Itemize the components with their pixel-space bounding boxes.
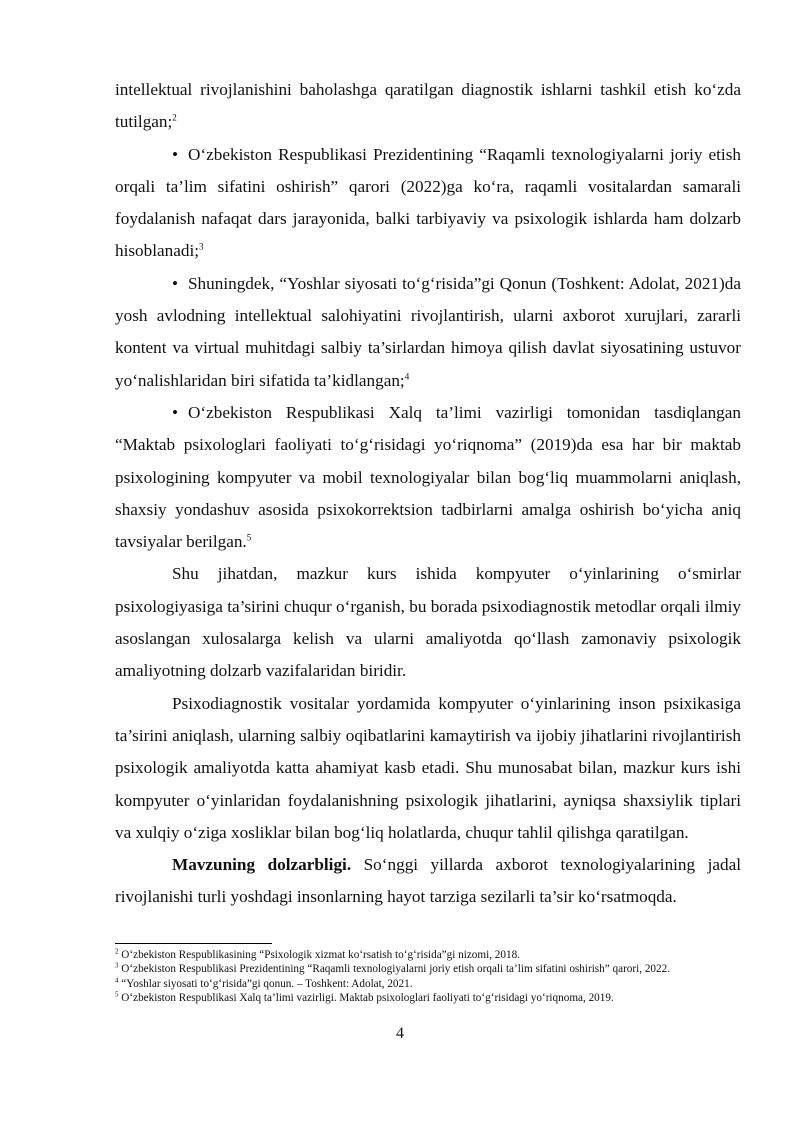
bullet-item-decree: • O‘zbekiston Respublikasi Prezidentining “Raqamli texnologiyalarni joriy etish orqali ta’lim sifatini oshirish” qarori (2022)ga ko‘ra, raqamli vositalardan samarali foydalanish nafaqat dars jarayonida, balki tarbiyaviy va psixologik ishlarda ham dolzarb hisoblanadi;$^3$ — [115, 139, 741, 268]
bullet-item-ministry: • O‘zbekiston Respublikasi Xalq ta’limi vazirligi tomonidan tasdiqlangan “Maktab psixologlari faoliyati to‘g‘risidagi yo‘riqnoma” (2019)da esa har bir maktab psixologining kompyuter va mobil texnologiyalar bilan bog‘liq muammolarni aniqlash, shaxsiy yondashuv asosida psixokorrektsion tadbirlarni amalga oshirish bo‘yicha aniq tavsiyalar berilgan.$^5$ — [115, 397, 741, 558]
footnote-item: $^3$ O‘zbekiston Respublikasi Prezidentining “Raqamli texnologiyalarni joriy etish orqali ta’lim sifatini oshirish” qarori, 2022. — [115, 961, 670, 976]
footnotes — [115, 948, 741, 1006]
bullet-icon: • — [172, 144, 179, 164]
footnote-item: $^5$ O‘zbekiston Respublikasi Xalq ta’limi vazirligi. Maktab psixologlari faoliyati to‘g‘risidagi yo‘riqnoma, 2019. — [115, 990, 614, 1005]
bullet-icon: • — [172, 273, 179, 293]
footnote-item: $^2$ O‘zbekiston Respublikasining “Psixologik xizmat ko‘rsatish to‘g‘risida”gi nizomi, 2018. — [115, 947, 520, 961]
paragraph-relevance: Mavzuning dolzarbligi. So‘nggi yillarda axborot texnologiyalarining jadal rivojlanishi turli yoshdagi insonlarning hayot tarziga sezilarli ta’sir ko‘rsatmoqda. — [115, 855, 742, 907]
footnote-item: $^4$ “Yoshlar siyosati to‘g‘risida”gi qonun. – Toshkent: Adolat, 2021. — [115, 976, 413, 990]
footnote-ref[interactable]: 3 — [199, 241, 204, 252]
bullet-item-law: • Shuningdek, “Yoshlar siyosati to‘g‘risida”gi Qonun (Toshkent: Adolat, 2021)da yosh avlodning intellektual salohiyatini rivojlantirish, ularni axborot xurujlari, zararli kontent va virtual muhitdagi salbiy ta’sirlardan himoya qilish davlat siyosatining ustuvor yo‘nalishlaridan biri sifatida ta’kidlangan;$^4$ — [115, 268, 741, 397]
paragraph-continuation: intellektual rivojlanishini baholashga qaratilgan diagnostik ishlarni tashkil etish ko‘zda tutilgan;$^2$ — [115, 80, 741, 132]
page-number: 4 — [396, 1025, 404, 1042]
footnote-ref[interactable]: 4 — [404, 370, 410, 381]
paragraph-psychodiagnostics: Psixodiagnostik vositalar yordamida kompyuter o‘yinlarining inson psixikasiga ta’sirini aniqlash, ularning salbiy oqibatlarini kamaytirish va ijobiy jihatlarini rivojlantirish psixologik amaliyotda katta ahamiyat kasb etadi. Shu munosabat bilan, mazkur kurs ishi kompyuter o‘yinlaridan foydalanishning psixologik jihatlarini, ayniqsa shaxsiylik tiplari va xulqiy o‘ziga xosliklar bilan bog‘liq holatlarda, chuqur tahlil qilishga qaratilgan. — [115, 693, 741, 842]
page-body — [115, 74, 741, 914]
bullet-icon: • — [172, 402, 179, 422]
footnote-ref[interactable]: 2 — [172, 112, 177, 123]
section-heading: Mavzuning dolzarbligi. — [172, 855, 352, 875]
footnote-separator — [115, 943, 272, 944]
paragraph-course-aim: Shu jihatdan, mazkur kurs ishida kompyuter o‘yinlarining o‘smirlar psixologiyasiga ta’sirini chuqur o‘rganish, bu borada psixodiagnostik metodlar orqali ilmiy asoslangan xulosalarga kelish va ularni amaliyotda qo‘llash zamonaviy psixologik amaliyotning dolzarb vazifalaridan biridir. — [115, 564, 741, 681]
footnote-ref[interactable]: 5 — [246, 532, 252, 543]
